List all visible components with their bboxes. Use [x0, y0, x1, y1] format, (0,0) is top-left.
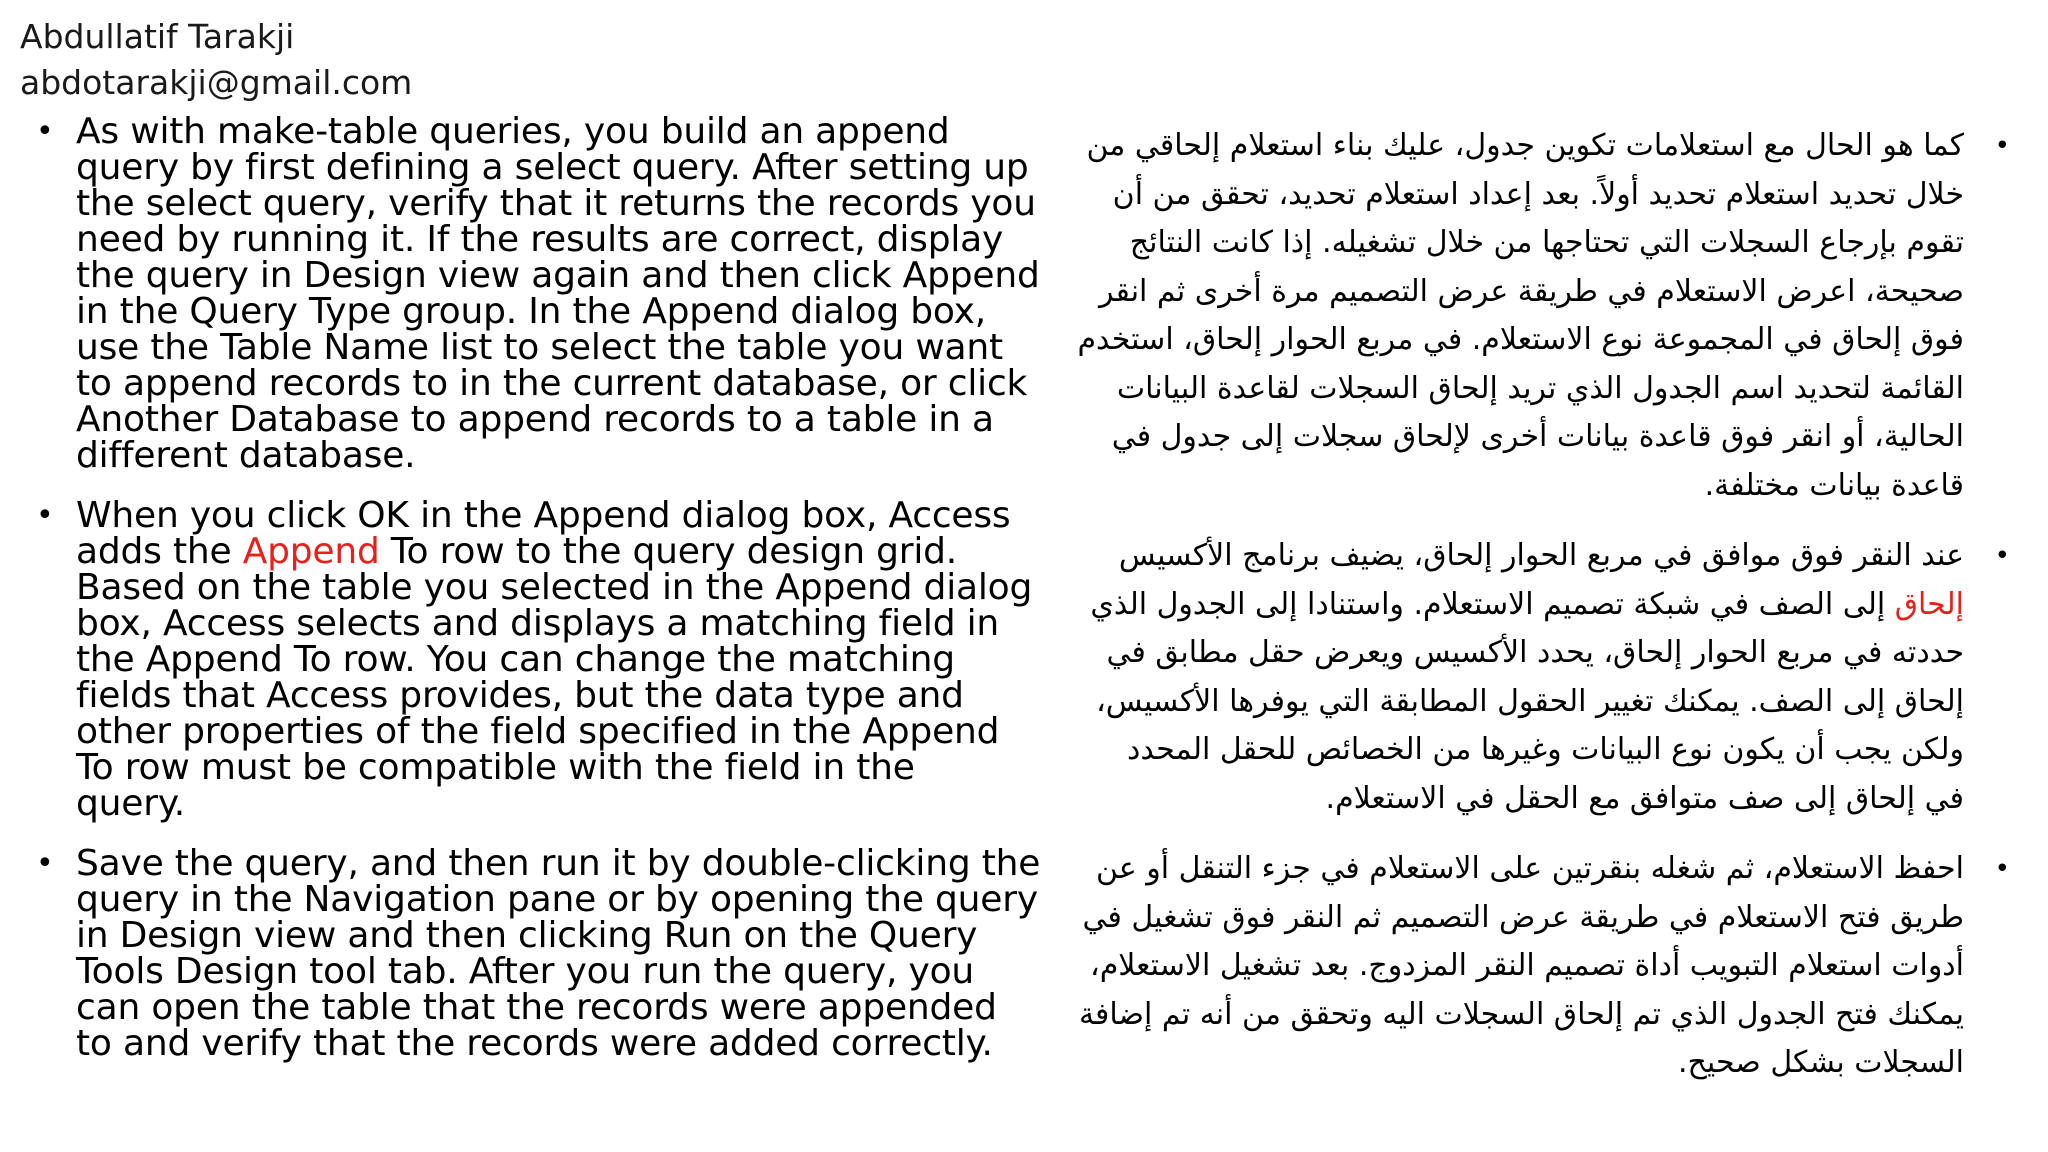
text-line: When you click OK in the Append dialog box, Access: [76, 495, 1011, 536]
text-line: كما هو الحال مع استعلامات تكوين جدول، عليك بناء استعلام إلحاقي من: [1086, 128, 1964, 163]
text-line: قاعدة بيانات مختلفة.: [1704, 467, 1964, 503]
text-fragment: adds the: [76, 531, 243, 572]
text-line: the select query, verify that it returns the records you: [76, 183, 1036, 224]
text-line: صحيحة، اعرض الاستعلام في طريقة عرض التصميم مرة أخرى ثم انقر: [1098, 273, 1964, 309]
text-line: As with make-table queries, you build an append: [76, 111, 950, 152]
arabic-bullet-2: [1014, 532, 2014, 823]
text-line: query in the Navigation pane or by opening the query: [76, 879, 1038, 920]
text-line: the Append To row. You can change the matching: [76, 639, 955, 680]
bullet-marker: •: [36, 498, 54, 533]
text-line: إلحاق إلى الصف. يمكنك تغيير الحقول المطابقة التي يوفرها الأكسيس،: [1096, 683, 1964, 719]
text-line: طريق فتح الاستعلام في طريقة عرض التصميم ثم النقر فوق تشغيل في: [1082, 899, 1964, 935]
bullet-marker: •: [1994, 131, 2010, 161]
text-line: use the Table Name list to select the table you want: [76, 327, 1003, 368]
text-line: fields that Access provides, but the data type and: [76, 675, 964, 716]
text-line: احفظ الاستعلام، ثم شغله بنقرتين على الاستعلام في جزء التنقل أو عن: [1095, 851, 1964, 886]
bullet-marker: •: [36, 114, 54, 149]
text-line: خلال تحديد استعلام تحديد أولاً. بعد إعداد استعلام تحديد، تحقق من أن: [1112, 176, 1964, 212]
text-fragment: إلى الصف في شبكة تصميم الاستعلام. واستنادا إلى الجدول الذي: [1090, 586, 1895, 622]
text-line: to and verify that the records were added correctly.: [76, 1023, 993, 1064]
arabic-bullet-3: [1014, 845, 2014, 1088]
text-line: Another Database to append records to a table in a: [76, 399, 994, 440]
text-line: To row must be compatible with the field in the: [76, 747, 915, 788]
text-line: Save the query, and then run it by double-clicking the: [76, 843, 1041, 884]
text-line: in Design view and then clicking Run on the Query: [76, 915, 978, 956]
text-line: different database.: [76, 435, 416, 476]
append-highlight: Append: [242, 531, 380, 572]
author-name: Abdullatif Tarakji: [20, 17, 295, 56]
text-line: query.: [76, 783, 186, 824]
text-fragment: To row to the query design grid.: [379, 531, 958, 572]
text-line: the query in Design view again and then click Append: [76, 255, 1040, 296]
text-line: تقوم بإرجاع السجلات التي تحتاجها من خلال تشغيله. إذا كانت النتائج: [1129, 225, 1964, 260]
english-bullet-1: [36, 111, 1040, 476]
text-line: أدوات استعلام التبويب أداة تصميم النقر المزدوج. بعد تشغيل الاستعلام،: [1090, 948, 1964, 983]
bullet-marker: •: [1994, 854, 2010, 884]
arabic-bullet-1: [1014, 122, 2014, 510]
text-line: [76, 531, 1026, 572]
text-line: other properties of the field specified in the Append: [76, 711, 1000, 752]
text-line: need by running it. If the results are correct, display: [76, 219, 1004, 260]
text-line: box, Access selects and displays a matching field in: [76, 603, 1000, 644]
english-column: [36, 111, 1041, 1086]
author-email: abdotarakji@gmail.com: [20, 63, 413, 102]
text-line: ولكن يجب أن يكون نوع البيانات وغيرها من الخصائص للحقل المحدد: [1127, 732, 1964, 767]
text-line: query by first defining a select query. After setting up: [76, 147, 1029, 188]
text-line: can open the table that the records were appended: [76, 987, 997, 1028]
text-line: [1014, 581, 1964, 630]
text-line: عند النقر فوق موافق في مربع الحوار إلحاق، يضيف برنامج الأكسيس: [1118, 538, 1964, 573]
author-block: [20, 14, 412, 106]
arabic-column: [1014, 122, 2014, 1110]
bullet-marker: •: [36, 846, 54, 881]
text-line: Based on the table you selected in the Append dialog: [76, 567, 1033, 608]
english-bullet-3: [36, 843, 1041, 1064]
english-bullet-2: [36, 495, 1033, 824]
append-highlight: إلحاق: [1894, 586, 1964, 622]
text-line: يمكنك فتح الجدول الذي تم إلحاق السجلات اليه وتحقق من أنه تم إضافة: [1078, 996, 1964, 1032]
text-line: الحالية، أو انقر فوق قاعدة بيانات أخرى لإلحاق سجلات إلى جدول في: [1111, 419, 1964, 454]
bullet-marker: •: [1994, 541, 2010, 571]
text-line: السجلات بشكل صحيح.: [1677, 1045, 1964, 1080]
text-line: Tools Design tool tab. After you run the query, you: [76, 951, 975, 992]
text-line: في إلحاق إلى صف متوافق مع الحقل في الاستعلام.: [1325, 780, 1964, 816]
text-line: in the Query Type group. In the Append dialog box,: [76, 291, 986, 332]
text-line: حددته في مربع الحوار إلحاق، يحدد الأكسيس ويعرض حقل مطابق في: [1106, 635, 1964, 670]
text-line: to append records to in the current database, or click: [76, 363, 1028, 404]
text-line: القائمة لتحديد اسم الجدول الذي تريد إلحاق السجلات لقاعدة البيانات: [1116, 370, 1964, 406]
text-line: فوق إلحاق في المجموعة نوع الاستعلام. في مربع الحوار إلحاق، استخدم: [1077, 322, 1964, 357]
